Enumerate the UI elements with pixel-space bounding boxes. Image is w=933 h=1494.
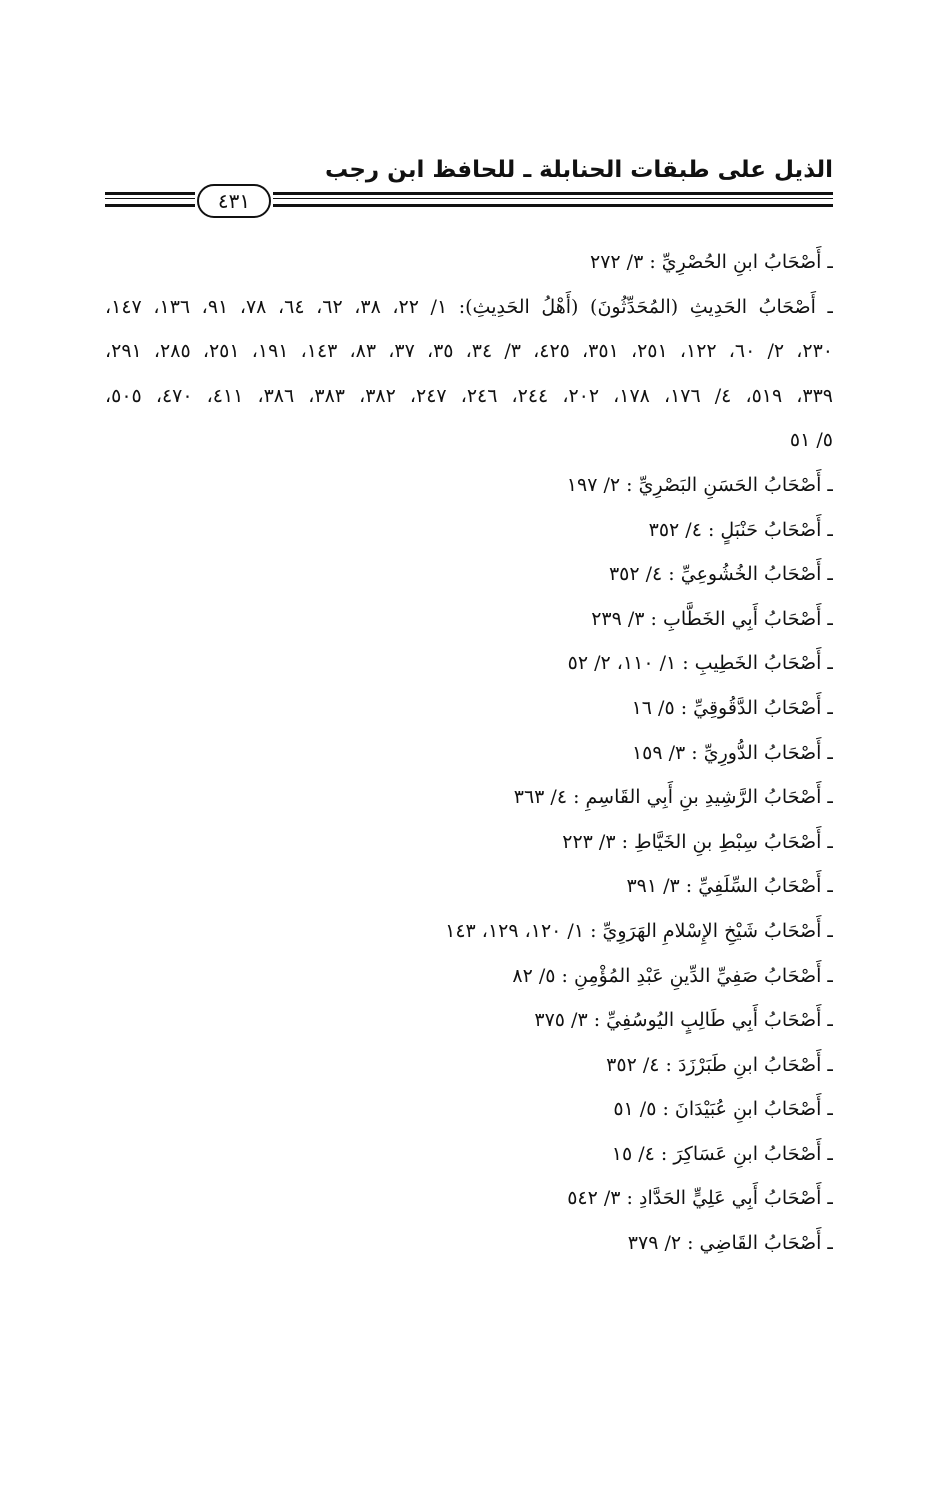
index-entry: ـ أَصْحَابُ الحَسَنِ البَصْرِيِّ : ٢/ ١٩٧ xyxy=(566,473,833,496)
page-header xyxy=(105,150,833,220)
index-entry: ـ أَصْحَابُ سِبْطِ بنِ الخَيَّاطِ : ٣/ ٢٢٣ xyxy=(562,830,833,853)
index-entry: ـ أَصْحَابُ أَبِي عَلِيٍّ الحَدَّادِ : ٣/ ٥٤٢ xyxy=(567,1187,833,1210)
index-entry: ـ أَصْحَابُ الدُّورِيِّ : ٣/ ١٥٩ xyxy=(631,741,833,764)
index-entry: ـ أَصْحَابُ السِّلَفِيِّ : ٣/ ٣٩١ xyxy=(626,875,833,898)
index-entry: ـ أَصْحَابُ الخُشُوعِيِّ : ٤/ ٣٥٢ xyxy=(608,563,833,586)
index-entry-continuation: ٥/ ٥١ xyxy=(789,429,833,452)
index-entry: ـ أَصْحَابُ الخَطِيبِ : ١/ ١١٠، ٢/ ٥٢ xyxy=(567,652,833,675)
header-rule-right-thin xyxy=(273,198,833,199)
header-rule-right-thick xyxy=(273,192,833,195)
page-number: ٤٣١ xyxy=(217,189,251,213)
index-entry: ـ أَصْحَابُ ابنِ عُبَيْدَانَ : ٥/ ٥١ xyxy=(613,1098,833,1121)
index-entry: ـ أَصْحَابُ القَاضِي : ٢/ ٣٧٩ xyxy=(627,1232,833,1255)
index-entry: ـ أَصْحَابُ أَبِي الخَطَّابِ : ٣/ ٢٣٩ xyxy=(591,607,833,630)
index-entry: ـ أَصْحَابُ الرَّشِيدِ بنِ أَبِي القَاسِمِ : ٤/ ٣٦٣ xyxy=(513,786,833,809)
index-entry-continuation: ٣٣٩، ٥١٩، ٤/ ١٧٦، ١٧٨، ٢٠٢، ٢٤٤، ٢٤٦، ٢٤٧، ٣٨٢، ٣٨٣، ٣٨٦، ٤١١، ٤٧٠، ٥٠٥، xyxy=(105,384,833,407)
index-entry-continuation: ٢٣٠، ٢/ ٦٠، ١٢٢، ٢٥١، ٣٥١، ٤٢٥، ٣/ ٣٤، ٣٥، ٣٧، ٨٣، ١٤٣، ١٩١، ٢٥١، ٢٨٥، ٢٩١، xyxy=(105,340,833,363)
index-entry: ـ أَصْحَابُ الدَّقُوقِيِّ : ٥/ ١٦ xyxy=(631,696,833,719)
index-entry: ـ أَصْحَابُ شَيْخِ الإِسْلامِ الهَرَوِيِّ : ١/ ١٢٠، ١٢٩، ١٤٣ xyxy=(445,919,833,942)
page-number-badge xyxy=(197,184,271,218)
header-rule-left-thick xyxy=(105,192,195,195)
index-entries xyxy=(105,240,833,1266)
index-entry: ـ أَصْحَابُ أَبِي طَالِبٍ اليُوسُفِيِّ : ٣/ ٣٧٥ xyxy=(534,1009,833,1032)
running-title: الذيل على طبقات الحنابلة ـ للحافظ ابن رجب xyxy=(324,157,833,183)
index-entry: ـ أَصْحَابُ ابنِ الحُصْرِيِّ : ٣/ ٢٧٢ xyxy=(589,251,833,273)
header-rule-left-thin xyxy=(105,198,195,199)
header-rule-right-thick-2 xyxy=(273,204,833,207)
index-entry: ـ أَصْحَابُ ابنِ عَسَاكِرَ : ٤/ ١٥ xyxy=(611,1142,833,1165)
index-entry: ـ أَصْحَابُ ابنِ طَبَرْزَدَ : ٤/ ٣٥٢ xyxy=(606,1053,833,1076)
index-entry: ـ أَصْحَابُ الحَدِيثِ (المُحَدِّثُونَ) (أَهْلُ الحَدِيثِ): ١/ ٢٢، ٣٨، ٦٢، ٦٤، ٧٨، ٩١، ١٣٦، ١٤٧، xyxy=(105,295,833,318)
index-entry: ـ أَصْحَابُ حَنْبَلٍ : ٤/ ٣٥٢ xyxy=(648,518,833,541)
header-rule-left-thick-2 xyxy=(105,204,195,207)
index-entry: ـ أَصْحَابُ صَفِيِّ الدِّينِ عَبْدِ المُؤْمِنِ : ٥/ ٨٢ xyxy=(512,964,833,987)
